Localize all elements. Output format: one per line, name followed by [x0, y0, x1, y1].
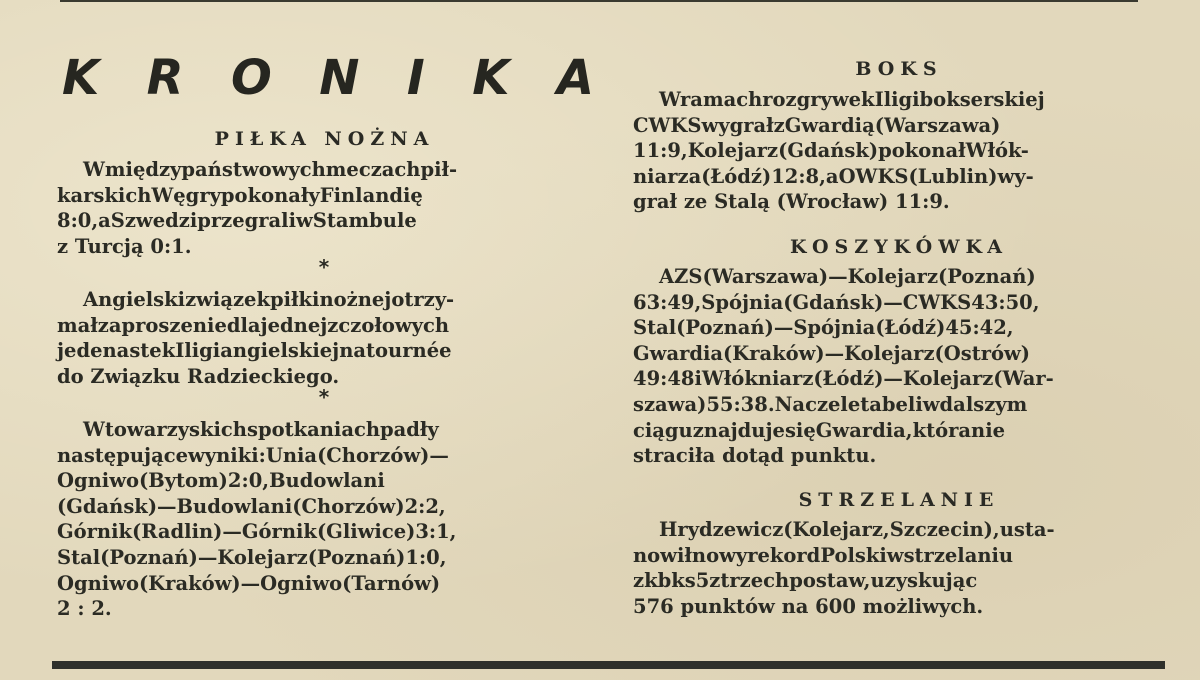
text-line: 49:48iWłókniarz(Łódź)—Kolejarz(War-	[633, 367, 1054, 391]
paragraph-english-fa	[57, 287, 592, 389]
text-line: z Turcją 0:1.	[57, 234, 192, 258]
masthead-letter: K	[62, 50, 100, 106]
text-line: niarza(Łódź)12:8,aOWKS(Lublin)wy-	[633, 164, 1034, 188]
text-line: 2 : 2.	[57, 597, 112, 621]
text-line: Angielskizwiązekpiłkinożnejotrzy-	[83, 288, 455, 311]
masthead-letter: R	[146, 50, 184, 106]
text-line: Gwardia(Kraków)—Kolejarz(Ostrów)	[633, 341, 1031, 365]
text-line: AZS(Warszawa)—Kolejarz(Poznań)	[659, 265, 1036, 288]
section-heading-shooting: STRZELANIE	[798, 489, 1000, 511]
text-line: nowiłnowyrekordPolskiwstrzelaniu	[633, 543, 1014, 567]
text-line: 11:9,Kolejarz(Gdańsk)pokonałWłók-	[633, 139, 1029, 163]
text-line: Górnik(Radlin)—Górnik(Gliwice)3:1,	[57, 520, 457, 544]
text-line: następującewyniki:Unia(Chorzów)—	[57, 443, 449, 467]
top-rule	[60, 0, 1138, 2]
text-line: zkbks5ztrzechpostaw,uzyskując	[633, 569, 978, 593]
text-line: Wtowarzyskichspotkaniachpadły	[83, 418, 439, 441]
masthead-title	[62, 50, 594, 106]
masthead-letter: N	[319, 50, 360, 106]
paragraph-friendly-results	[57, 417, 592, 622]
text-line: 8:0,aSzwedziprzegraliwStambule	[57, 209, 417, 233]
separator-asterisk: *	[318, 385, 330, 409]
paragraph-international-matches	[57, 157, 592, 259]
separator-asterisk: *	[318, 255, 330, 279]
section-heading-boxing: BOKS	[855, 58, 943, 80]
text-line: straciła dotąd punktu.	[633, 444, 877, 468]
text-line: małzaproszeniedlajednejzczołowych	[57, 313, 450, 337]
text-line: Ogniwo(Kraków)—Ogniwo(Tarnów)	[57, 571, 441, 595]
masthead-letter: K	[472, 50, 510, 106]
text-line: 576 punktów na 600 możliwych.	[633, 594, 984, 618]
text-line: 63:49,Spójnia(Gdańsk)—CWKS43:50,	[633, 290, 1040, 314]
masthead-letter: A	[556, 50, 594, 106]
bottom-rule	[52, 661, 1165, 669]
text-line: Wmiędzypaństwowychmeczachpił-	[83, 158, 458, 181]
text-line: do Związku Radzieckiego.	[57, 364, 340, 388]
text-line: ciąguznajdujesięGwardia,któranie	[633, 418, 1006, 442]
text-line: Hrydzewicz(Kolejarz,Szczecin),usta-	[659, 518, 1055, 541]
section-heading-basketball: KOSZYKÓWKA	[789, 236, 1009, 258]
text-line: Stal(Poznań)—Spójnia(Łódź)45:42,	[633, 316, 1014, 340]
section-heading-football: PIŁKA NOŻNA	[214, 128, 435, 150]
text-line: (Gdańsk)—Budowlani(Chorzów)2:2,	[57, 494, 446, 518]
masthead-letter: O	[231, 50, 272, 106]
text-line: Stal(Poznań)—Kolejarz(Poznań)1:0,	[57, 545, 447, 569]
masthead-letter: I	[406, 50, 425, 106]
text-line: grał ze Stalą (Wrocław) 11:9.	[633, 190, 950, 214]
text-line: CWKSwygrałzGwardią(Warszawa)	[633, 113, 1001, 137]
paragraph-basketball	[633, 264, 1165, 469]
paragraph-shooting	[633, 517, 1165, 619]
text-line: karskichWęgrypokonałyFinlandię	[57, 183, 423, 207]
paragraph-boxing	[633, 87, 1165, 215]
text-line: WramachrozgrywekIligibokserskiej	[659, 88, 1045, 111]
text-line: szawa)55:38.Naczeletabeliwdalszym	[633, 392, 1028, 416]
text-line: jedenastekIligiangielskiejnatournée	[57, 339, 452, 363]
text-line: Ogniwo(Bytom)2:0,Budowlani	[57, 469, 385, 493]
